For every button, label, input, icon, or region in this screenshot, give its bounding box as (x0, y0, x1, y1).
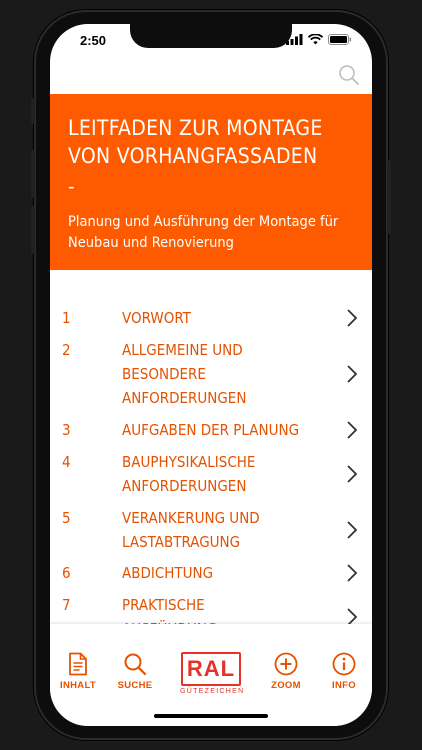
tab-suche[interactable] (110, 652, 160, 691)
volume-down-button (31, 206, 35, 254)
chevron-right-icon (346, 520, 358, 540)
notch (130, 24, 292, 48)
plus-circle-icon (274, 652, 298, 676)
info-circle-icon (332, 652, 356, 676)
toc-item-4[interactable] (50, 450, 372, 500)
toc-label: BAUPHYSIKALISCHE ANFORDERUNGEN (122, 453, 256, 495)
chevron-right-icon (346, 308, 358, 328)
hero-dash: - (68, 176, 75, 198)
toc-item-1[interactable] (50, 306, 372, 332)
hero-subtitle: Planung und Ausführung der Montage für Neubau und Renovierung (68, 214, 339, 251)
signal-icon (286, 34, 303, 45)
home-indicator[interactable] (154, 714, 268, 718)
battery-icon (328, 34, 352, 45)
toc-label: ABDICHTUNG (122, 564, 214, 582)
toc-label: AUFGABEN DER PLANUNG (122, 421, 300, 439)
toc-number: 7 (62, 596, 71, 614)
toc-number: 5 (62, 509, 71, 527)
tab-inhalt[interactable] (53, 652, 103, 691)
tab-zoom[interactable] (261, 652, 311, 691)
search-bar (50, 60, 372, 94)
document-icon (68, 652, 88, 676)
toc-number: 3 (62, 421, 71, 439)
chevron-right-icon (346, 563, 358, 583)
tab-bar (50, 624, 372, 726)
screen (50, 24, 372, 726)
tab-label: INFO (332, 680, 356, 691)
status-icons (286, 34, 352, 45)
toc-item-2[interactable] (50, 338, 372, 412)
toc-label: PRAKTISCHE (122, 596, 205, 614)
tab-label: ZOOM (271, 680, 301, 691)
toc-number: 6 (62, 564, 71, 582)
toc-number: 1 (62, 309, 71, 327)
tab-label: INHALT (60, 680, 96, 691)
volume-up-button (31, 150, 35, 198)
ral-logo-subtitle: GÜTEZEICHEN (180, 688, 245, 695)
toc-number: 4 (62, 453, 71, 471)
ral-logo-text: RAL (181, 652, 241, 686)
chevron-right-icon (346, 464, 358, 484)
chevron-right-icon (346, 420, 358, 440)
hero-banner (50, 94, 372, 270)
power-button (387, 160, 391, 234)
wifi-icon (308, 34, 323, 45)
toc-item-5[interactable] (50, 506, 372, 556)
hero-title: LEITFADEN ZUR MONTAGE VON VORHANGFASSADEN (68, 116, 323, 168)
toc-label: VERANKERUNG UND LASTABTRAGUNG (122, 509, 260, 551)
toc-item-3[interactable] (50, 418, 372, 444)
toc-item-6[interactable] (50, 561, 372, 587)
tab-label: SUCHE (117, 680, 153, 691)
status-time: 2:50 (80, 33, 107, 48)
mute-switch (31, 98, 35, 124)
toc-label: VORWORT (122, 309, 191, 327)
search-icon (123, 652, 147, 676)
tab-info[interactable] (319, 652, 369, 691)
ral-logo (180, 652, 245, 695)
toc-label: ALLGEMEINE UND BESONDERE ANFORDERUNGEN (122, 341, 247, 407)
chevron-right-icon (346, 364, 358, 384)
toc-number: 2 (62, 341, 71, 359)
search-icon[interactable] (338, 64, 360, 86)
